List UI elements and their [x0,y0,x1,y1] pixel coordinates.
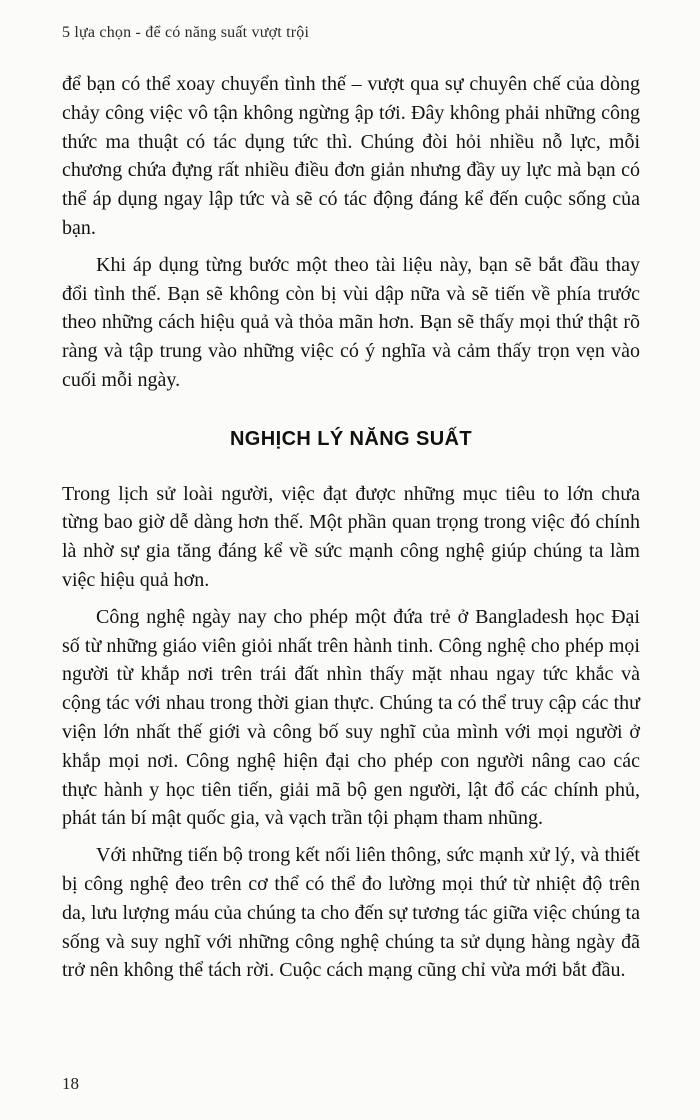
paragraph: Trong lịch sử loài người, việc đạt được những mục tiêu to lớn chưa từng bao giờ dễ dàng hơn thế. Một phần quan trọng trong việc đó chính là nhờ sự gia tăng đáng kể về sức mạnh công nghệ giúp chúng ta làm việc hiệu quả hơn. [62,482,640,591]
running-header: 5 lựa chọn - để có năng suất vượt trội [62,24,310,41]
paragraph: Công nghệ ngày nay cho phép một đứa trẻ ở Bangladesh học Đại số từ những giáo viên giỏi nhất trên hành tinh. Công nghệ cho phép mọi người từ khắp nơi trên trái đất nhìn thấy mặt nhau ngay tức khắc và cộng tác với nhau trong thời gian thực. Chúng ta có thể truy cập các thư viện lớn nhất thế giới và công bố suy nghĩ của mình với mọi người ở khắp mọi nơi. Công nghệ hiện đại cho phép con người nâng cao các thực hành y học tiên tiến, giải mã bộ gen người, lật đổ các chính phủ, phát tán bí mật quốc gia, và vạch trần tội phạm tham nhũng. [62,605,640,830]
section-heading: NGHỊCH LÝ NĂNG SUẤT [229,427,473,450]
paragraph: Với những tiến bộ trong kết nối liên thông, sức mạnh xử lý, và thiết bị công nghệ đeo trên cơ thể có thể đo lường mọi thứ từ nhiệt độ trên da, lưu lượng máu của chúng ta cho đến sự tương tác giữa việc chúng ta sống và suy nghĩ với những công nghệ chúng ta sử dụng hàng ngày đã trở nên không thể tách rời. Cuộc cách mạng cũng chỉ vừa mới bắt đầu. [62,844,640,982]
page-body [62,70,640,985]
paragraph: Khi áp dụng từng bước một theo tài liệu này, bạn sẽ bắt đầu thay đổi tình thế. Bạn sẽ không còn bị vùi dập nữa và sẽ tiến về phía trước theo những cách hiệu quả và thỏa mãn hơn. Bạn sẽ thấy mọi thứ thật rõ ràng và tập trung vào những việc có ý nghĩa và cảm thấy trọn vẹn vào cuối mỗi ngày. [62,253,640,391]
paragraph: để bạn có thể xoay chuyển tình thế – vượt qua sự chuyên chế của dòng chảy công việc vô tận không ngừng ập tới. Đây không phải những công thức ma thuật có tác dụng tức thì. Chúng đòi hỏi nhiều nỗ lực, mỗi chương chứa đựng rất nhiều điều đơn giản nhưng đầy uy lực mà bạn có thể áp dụng ngay lập tức và sẽ có tác động đáng kể đến cuộc sống của bạn. [62,73,640,239]
page-number: 18 [62,1074,79,1093]
